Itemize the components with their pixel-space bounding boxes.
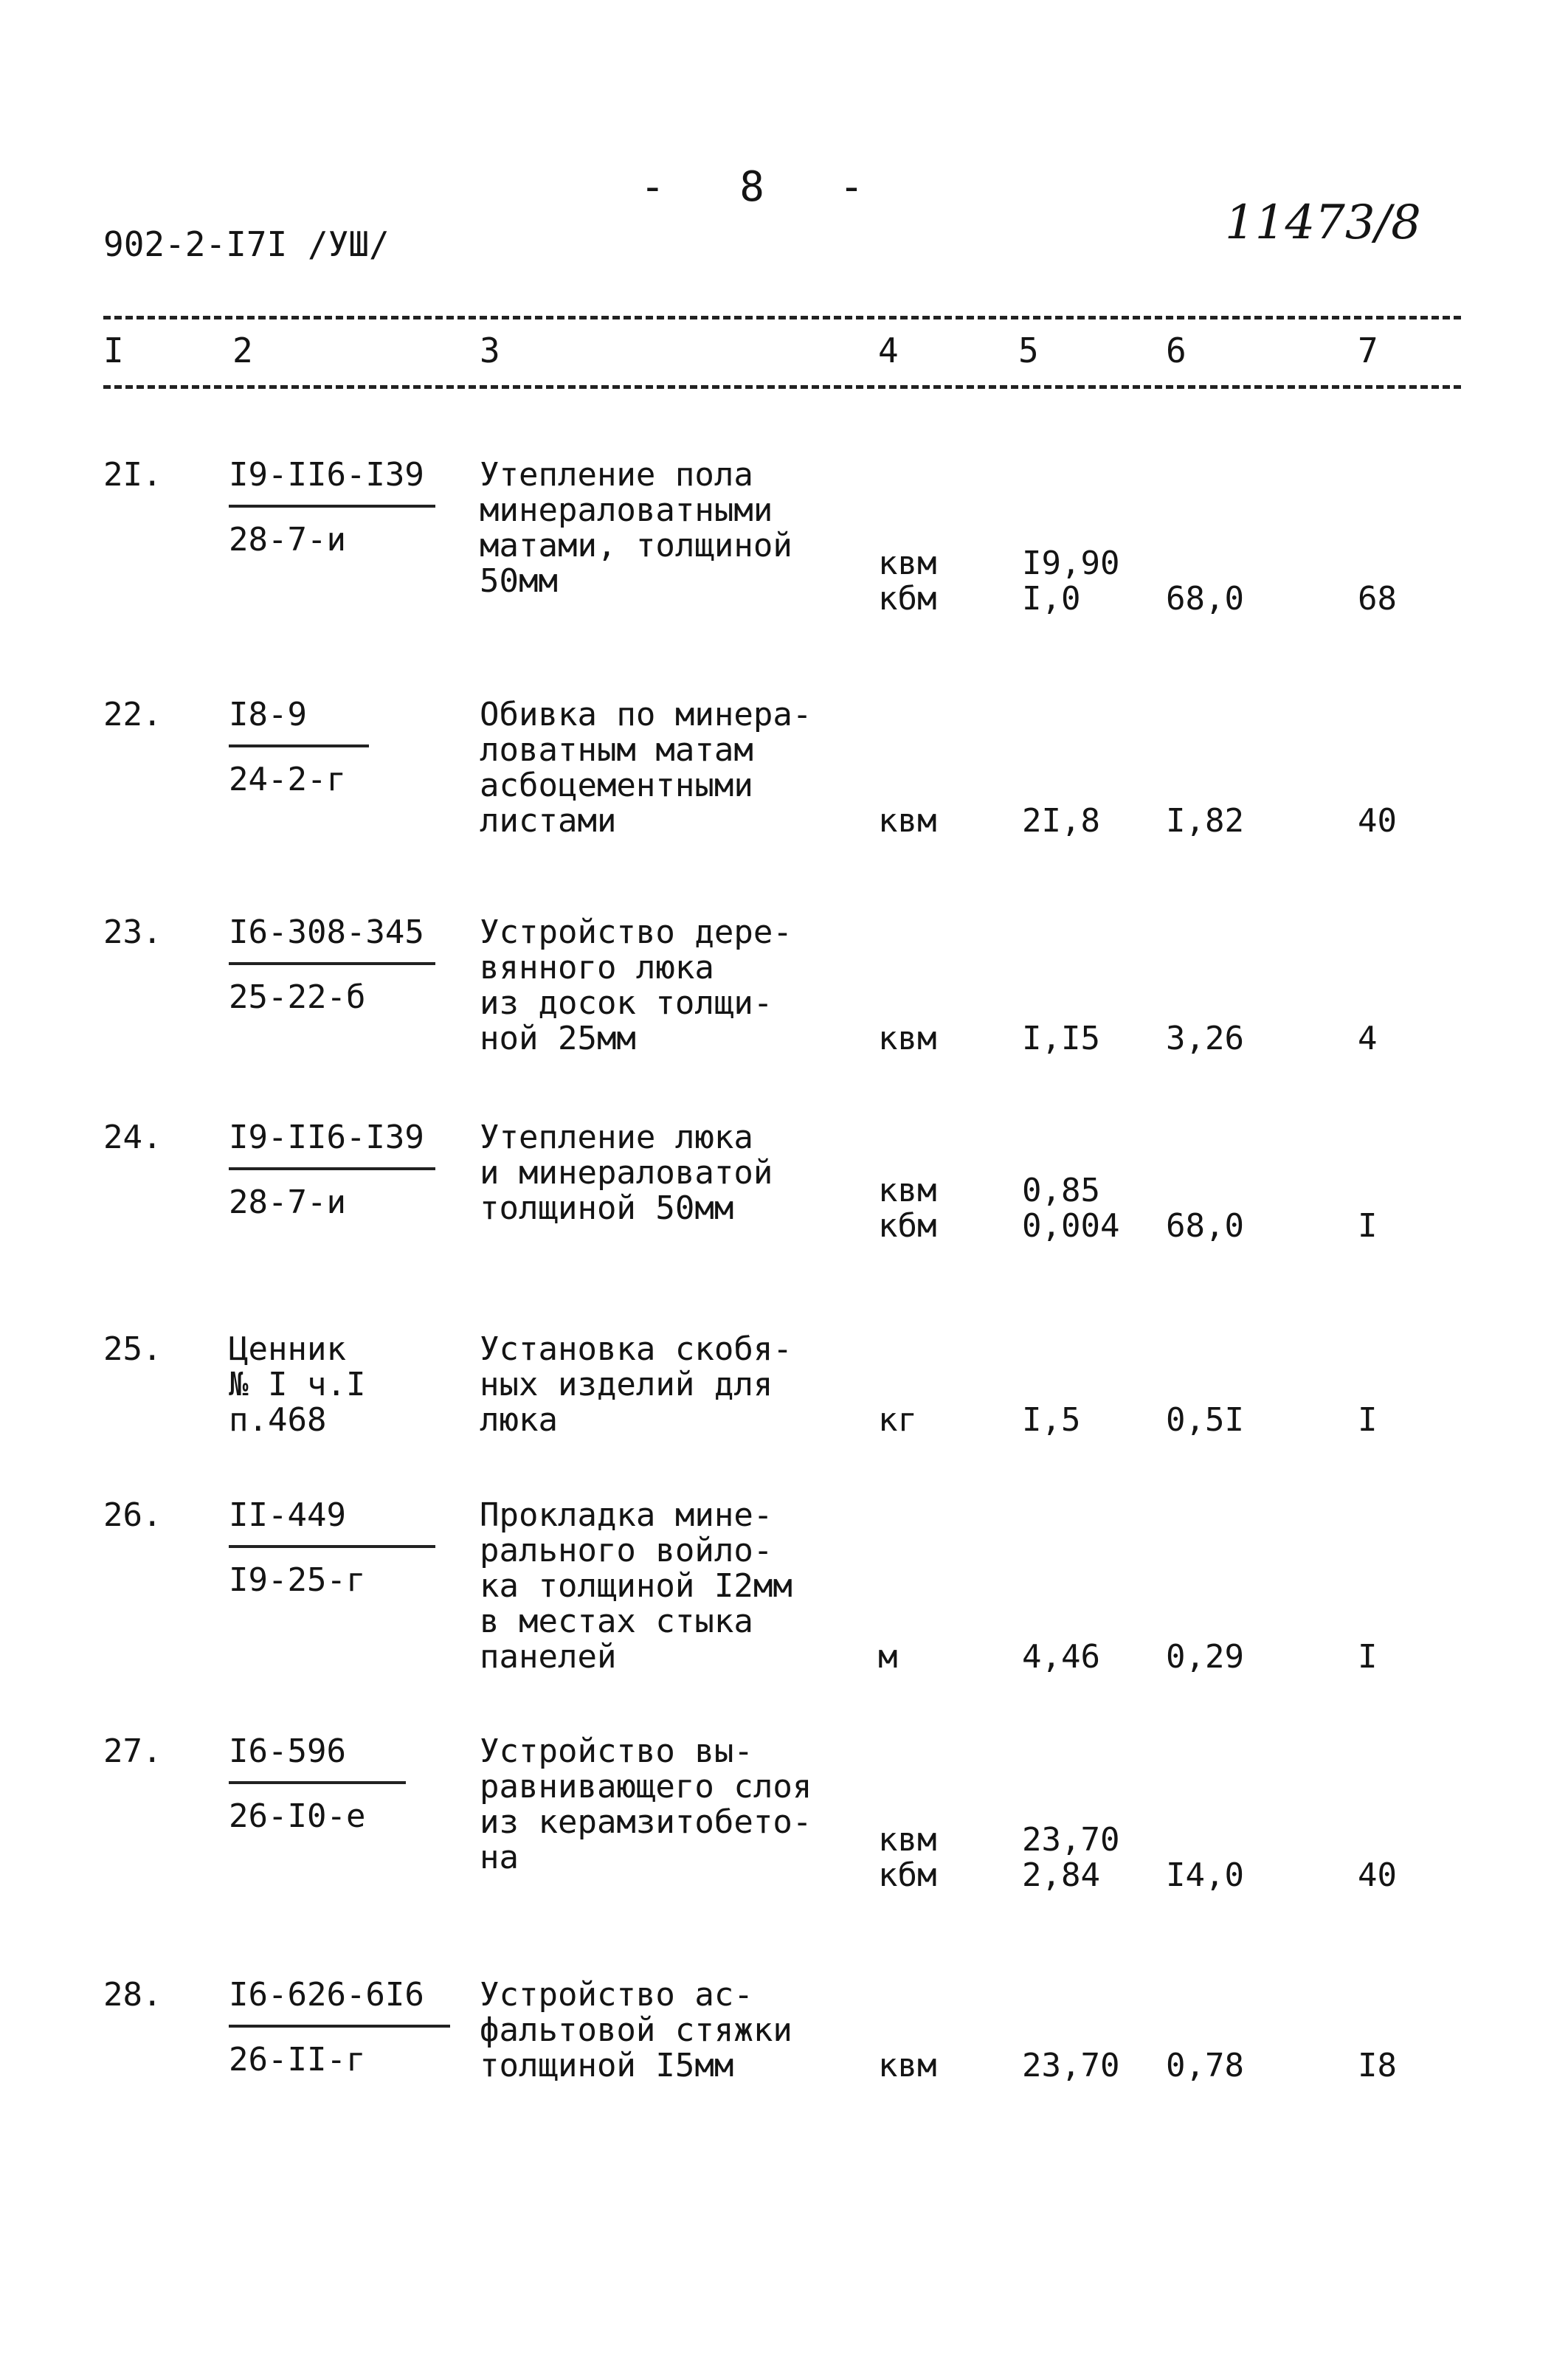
work-description-line: фальтовой стяжки — [480, 2011, 792, 2049]
unit-cost: 0,29 — [1166, 1638, 1244, 1676]
price-reference-bottom: 26-I0-е — [229, 1797, 366, 1835]
price-reference-bottom: 24-2-г — [229, 761, 346, 798]
work-description-line: Установка скобя- — [480, 1330, 792, 1368]
row-number: 22. — [103, 696, 162, 733]
row-number: 27. — [103, 1732, 162, 1770]
column-header-6: 6 — [1166, 331, 1187, 370]
work-description-line: рального войло- — [480, 1532, 773, 1569]
quantity: I,0 — [1022, 580, 1081, 618]
total-cost: 40 — [1358, 1856, 1397, 1894]
price-reference-middle: № I ч.I — [229, 1366, 366, 1403]
price-reference-top: I9-II6-I39 — [229, 456, 424, 494]
unit-cost: 68,0 — [1166, 1207, 1244, 1245]
price-reference-bottom: 28-7-и — [229, 521, 346, 559]
price-reference-bottom: 26-II-г — [229, 2041, 366, 2079]
row-number: 26. — [103, 1496, 162, 1534]
work-description-line: Устройство вы- — [480, 1732, 753, 1770]
price-reference-bottom: 25-22-б — [229, 978, 366, 1016]
work-description-line: равнивающего слоя — [480, 1768, 812, 1806]
work-description-line: матами, толщиной — [480, 527, 792, 564]
row-number: 24. — [103, 1119, 162, 1156]
price-reference-top: I6-596 — [229, 1732, 346, 1770]
reference-divider — [229, 1545, 435, 1548]
work-description-line: Устройство ас- — [480, 1976, 753, 2014]
work-description-line: листами — [480, 802, 617, 840]
price-reference-top: I6-308-345 — [229, 913, 424, 951]
work-description-line: Обивка по минера- — [480, 696, 812, 733]
quantity: 2,84 — [1022, 1856, 1100, 1894]
unit-of-measure: квм — [878, 1172, 937, 1209]
work-description-line: Утепление люка — [480, 1119, 753, 1156]
unit-of-measure: м — [878, 1638, 898, 1676]
column-header-1: I — [103, 331, 124, 370]
price-reference-bottom: I9-25-г — [229, 1561, 366, 1599]
quantity: I,I5 — [1022, 1020, 1100, 1057]
unit-of-measure: кбм — [878, 1207, 937, 1245]
quantity: I9,90 — [1022, 545, 1120, 582]
row-number: 2I. — [103, 456, 162, 494]
quantity: 0,004 — [1022, 1207, 1120, 1245]
document-code: 902-2-I7I /УШ/ — [103, 224, 390, 264]
work-description-line: 50мм — [480, 562, 558, 600]
header-bottom-rule — [103, 385, 1461, 389]
total-cost: I — [1358, 1401, 1378, 1439]
reference-divider — [229, 2025, 450, 2028]
work-description-line: минераловатными — [480, 491, 773, 529]
header-top-rule — [103, 316, 1461, 319]
price-reference-top: Ценник — [229, 1330, 346, 1368]
price-reference-bottom: 28-7-и — [229, 1184, 346, 1221]
reference-divider — [229, 744, 369, 747]
unit-cost: I4,0 — [1166, 1856, 1244, 1894]
row-number: 23. — [103, 913, 162, 951]
reference-divider — [229, 1167, 435, 1170]
column-header-7: 7 — [1358, 331, 1378, 370]
total-cost: I8 — [1358, 2047, 1397, 2084]
unit-of-measure: кг — [878, 1401, 917, 1439]
row-number: 28. — [103, 1976, 162, 2014]
unit-of-measure: квм — [878, 1821, 937, 1859]
unit-cost: 68,0 — [1166, 580, 1244, 618]
unit-of-measure: квм — [878, 1020, 937, 1057]
unit-cost: 0,78 — [1166, 2047, 1244, 2084]
work-description-line: панелей — [480, 1638, 617, 1676]
column-header-2: 2 — [232, 331, 253, 370]
work-description-line: в местах стыка — [480, 1603, 753, 1640]
price-reference-top: I9-II6-I39 — [229, 1119, 424, 1156]
quantity: 0,85 — [1022, 1172, 1100, 1209]
quantity: 23,70 — [1022, 2047, 1120, 2084]
work-description-line: асбоцементными — [480, 767, 753, 804]
work-description-line: на — [480, 1839, 519, 1876]
quantity: 2I,8 — [1022, 802, 1100, 840]
work-description-line: толщиной 50мм — [480, 1189, 734, 1227]
total-cost: 40 — [1358, 802, 1397, 840]
price-reference-top: II-449 — [229, 1496, 346, 1534]
unit-of-measure: кбм — [878, 1856, 937, 1894]
column-header-5: 5 — [1018, 331, 1039, 370]
work-description-line: Устройство дере- — [480, 913, 792, 951]
unit-of-measure: кбм — [878, 580, 937, 618]
reference-divider — [229, 1781, 406, 1784]
total-cost: I — [1358, 1207, 1378, 1245]
work-description-line: Прокладка мине- — [480, 1496, 773, 1534]
quantity: 23,70 — [1022, 1821, 1120, 1859]
work-description-line: и минераловатой — [480, 1154, 773, 1192]
reference-divider — [229, 505, 435, 508]
total-cost: 68 — [1358, 580, 1397, 618]
column-header-4: 4 — [878, 331, 899, 370]
unit-cost: 3,26 — [1166, 1020, 1244, 1057]
unit-of-measure: квм — [878, 802, 937, 840]
work-description-line: из досок толщи- — [480, 984, 773, 1022]
work-description-line: толщиной I5мм — [480, 2047, 734, 2084]
unit-of-measure: квм — [878, 2047, 937, 2084]
row-number: 25. — [103, 1330, 162, 1368]
unit-cost: I,82 — [1166, 802, 1244, 840]
price-reference-bottom: п.468 — [229, 1401, 327, 1439]
work-description-line: из керамзитобето- — [480, 1803, 812, 1841]
quantity: 4,46 — [1022, 1638, 1100, 1676]
total-cost: 4 — [1358, 1020, 1378, 1057]
unit-cost: 0,5I — [1166, 1401, 1244, 1439]
archive-number: 11473/8 — [1225, 196, 1421, 250]
work-description-line: вянного люка — [480, 949, 714, 987]
price-reference-top: I8-9 — [229, 696, 307, 733]
reference-divider — [229, 962, 435, 965]
total-cost: I — [1358, 1638, 1378, 1676]
work-description-line: ных изделий для — [480, 1366, 773, 1403]
work-description-line: ловатным матам — [480, 731, 753, 769]
quantity: I,5 — [1022, 1401, 1081, 1439]
column-header-3: 3 — [480, 331, 500, 370]
work-description-line: люка — [480, 1401, 558, 1439]
work-description-line: Утепление пола — [480, 456, 753, 494]
price-reference-top: I6-626-6I6 — [229, 1976, 424, 2014]
unit-of-measure: квм — [878, 545, 937, 582]
work-description-line: ной 25мм — [480, 1020, 636, 1057]
work-description-line: ка толщиной I2мм — [480, 1567, 792, 1605]
page-number: - 8 - — [640, 163, 864, 211]
